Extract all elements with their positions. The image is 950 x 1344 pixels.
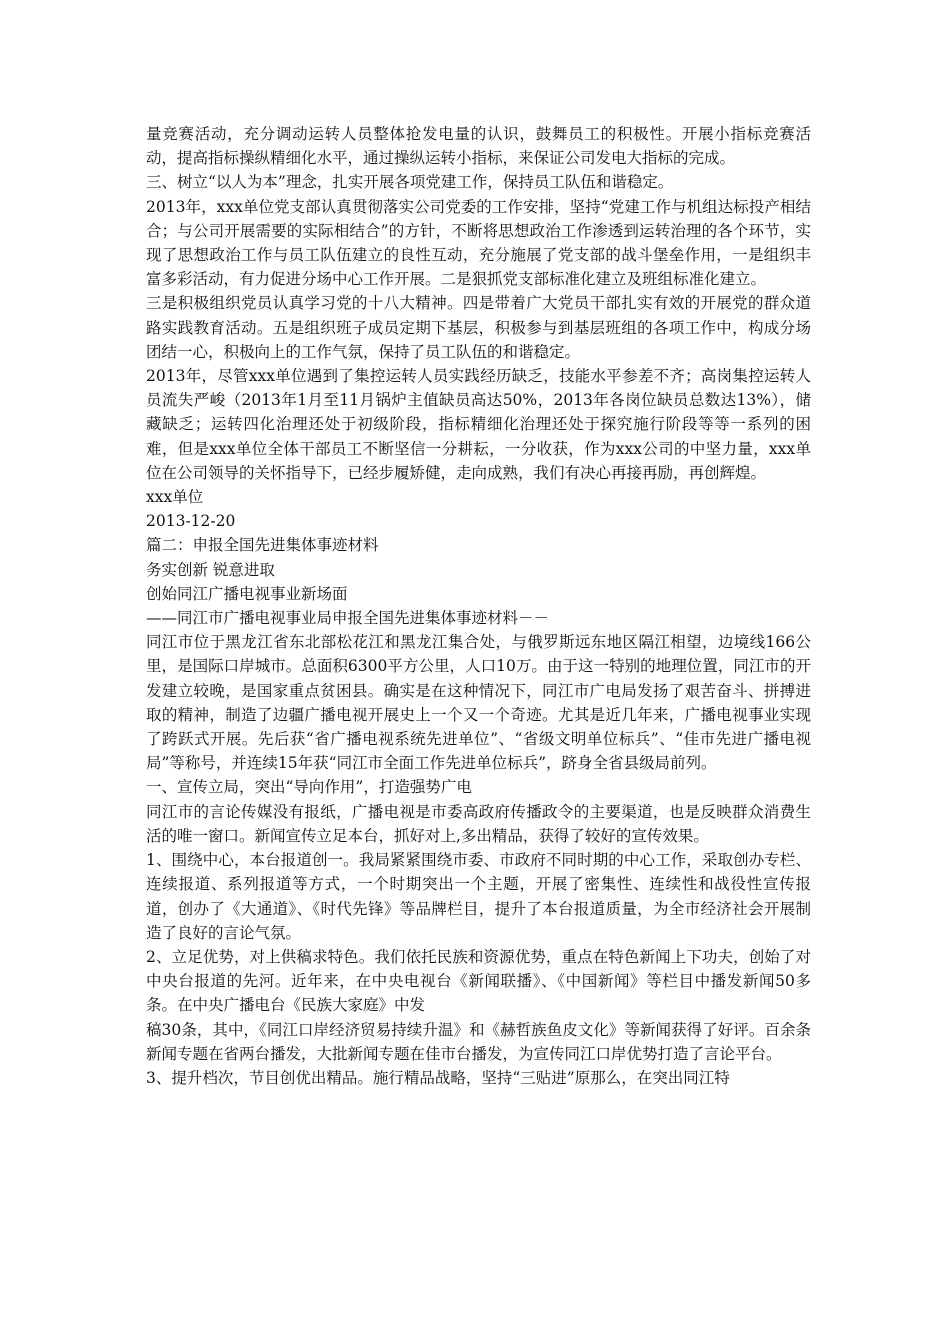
paragraph-11: 3、提升档次，节目创优出精品。施行精品战略，坚持“三贴进”原那么，在突出同江特 — [146, 1068, 730, 1087]
signature-org: xxx单位 — [146, 488, 204, 507]
document-page — [146, 122, 811, 1090]
title-line-2: 创始同江广播电视事业新场面 — [146, 584, 348, 603]
section-heading: 篇二：申报全国先进集体事迹材料 — [146, 536, 379, 555]
paragraph-4: 三是积极组织党员认真学习党的十八大精神。四是带着广大党员干部扎实有效的开展党的群众道路实践教育活动。五是组织班子成员定期下基层，积极参与到基层班组的各项工作中，构成分场团结一心，积极向上的工作气氛，保持了员工队伍的和谐稳定。 — [146, 294, 811, 361]
paragraph-10: 稿30条，其中，《同江口岸经济贸易持续升温》和《赫哲族鱼皮文化》等新闻获得了好评。百余条新闻专题在省两台播发，大批新闻专题在佳市台播发，为宣传同江口岸优势打造了言论平台。 — [146, 1020, 811, 1063]
paragraph-2: 三、树立“以人为本”理念，扎实开展各项党建工作，保持员工队伍和谐稳定。 — [146, 173, 674, 192]
paragraph-6: 同江市位于黑龙江省东北部松花江和黑龙江集合处，与俄罗斯远东地区隔江相望，边境线166公里，是国际口岸城市。总面积6300平方公里，人口10万。由于这一特别的地理位置，同江市的开发建立较晚，是国家重点贫困县。确实是在这种情况下，同江市广电局发扬了艰苦奋斗、拼搏进取的精神，制造了边疆广播电视开展史上一个又一个奇迹。尤其是近几年来，广播电视事业实现了跨跃式开展。先后获“省广播电视系统先进单位”、“省级文明单位标兵”、“佳市先进广播电视局”等称号，并连续15年获“同江市全面工作先进单位标兵”，跻身全省县级局前列。 — [146, 633, 811, 773]
paragraph-9: 2、立足优势，对上供稿求特色。我们依托民族和资源优势，重点在特色新闻上下功夫，创始了对中央台报道的先河。近年来，在中央电视台《新闻联播》、《中国新闻》等栏目中播发新闻50多条。在中央广播电台《民族大家庭》中发 — [146, 947, 811, 1015]
paragraph-8: 1、围绕中心，本台报道创一。我局紧紧围绕市委、市政府不同时期的中心工作，采取创办专栏、连续报道、系列报道等方式，一个时期突出一个主题，开展了密集性、连续性和战役性宣传报道，创办了《大通道》、《时代先锋》等品牌栏目，提升了本台报道质量，为全市经济社会开展制造了良好的言论气氛。 — [146, 851, 811, 942]
signature-date: 2013-12-20 — [146, 512, 236, 531]
paragraph-7: 同江市的言论传媒没有报纸，广播电视是市委高政府传播政令的主要渠道，也是反映群众消费生活的唯一窗口。新闻宣传立足本台，抓好对上,多出精品，获得了较好的宣传效果。 — [146, 802, 811, 845]
paragraph-3: 2013年，xxx单位党支部认真贯彻落实公司党委的工作安排，坚持“党建工作与机组达标投产相结合；与公司开展需要的实际相结合”的方针，不断将思想政治工作渗透到运转治理的各个环节，实现了思想政治工作与员工队伍建立的良性互动，充分施展了党支部的战斗堡垒作用，一是组织丰富多彩活动，有力促进分场中心工作开展。二是狠抓党支部标准化建立及班组标准化建立。 — [146, 197, 811, 289]
title-line-1: 务实创新 锐意进取 — [146, 560, 275, 579]
paragraph-1: 量竞赛活动，充分调动运转人员整体抢发电量的认识，鼓舞员工的积极性。开展小指标竞赛活动，提高指标操纵精细化水平，通过操纵运转小指标，来保证公司发电大指标的完成。 — [146, 125, 811, 168]
subtitle-line: ——同江市广播电视事业局申报全国先进集体事迹材料－－ — [146, 609, 550, 628]
paragraph-5: 2013年，尽管xxx单位遇到了集控运转人员实践经历缺乏，技能水平参差不齐；高岗集控运转人员流失严峻（2013年1月至11月锅炉主值缺员高达50%，2013年各岗位缺员总数达13%），储藏缺乏；运转四化治理还处于初级阶段，指标精细化治理还处于探究施行阶段等等一系列的困难，但是xxx单位全体干部员工不断坚信一分耕耘，一分收获，作为xxx公司的中坚力量，xxx单位在公司领导的关怀指导下，已经步履矫健，走向成熟，我们有决心再接再励，再创辉煌。 — [146, 367, 811, 482]
subheading-1: 一、宣传立局，突出“导向作用”，打造强势广电 — [146, 778, 472, 797]
